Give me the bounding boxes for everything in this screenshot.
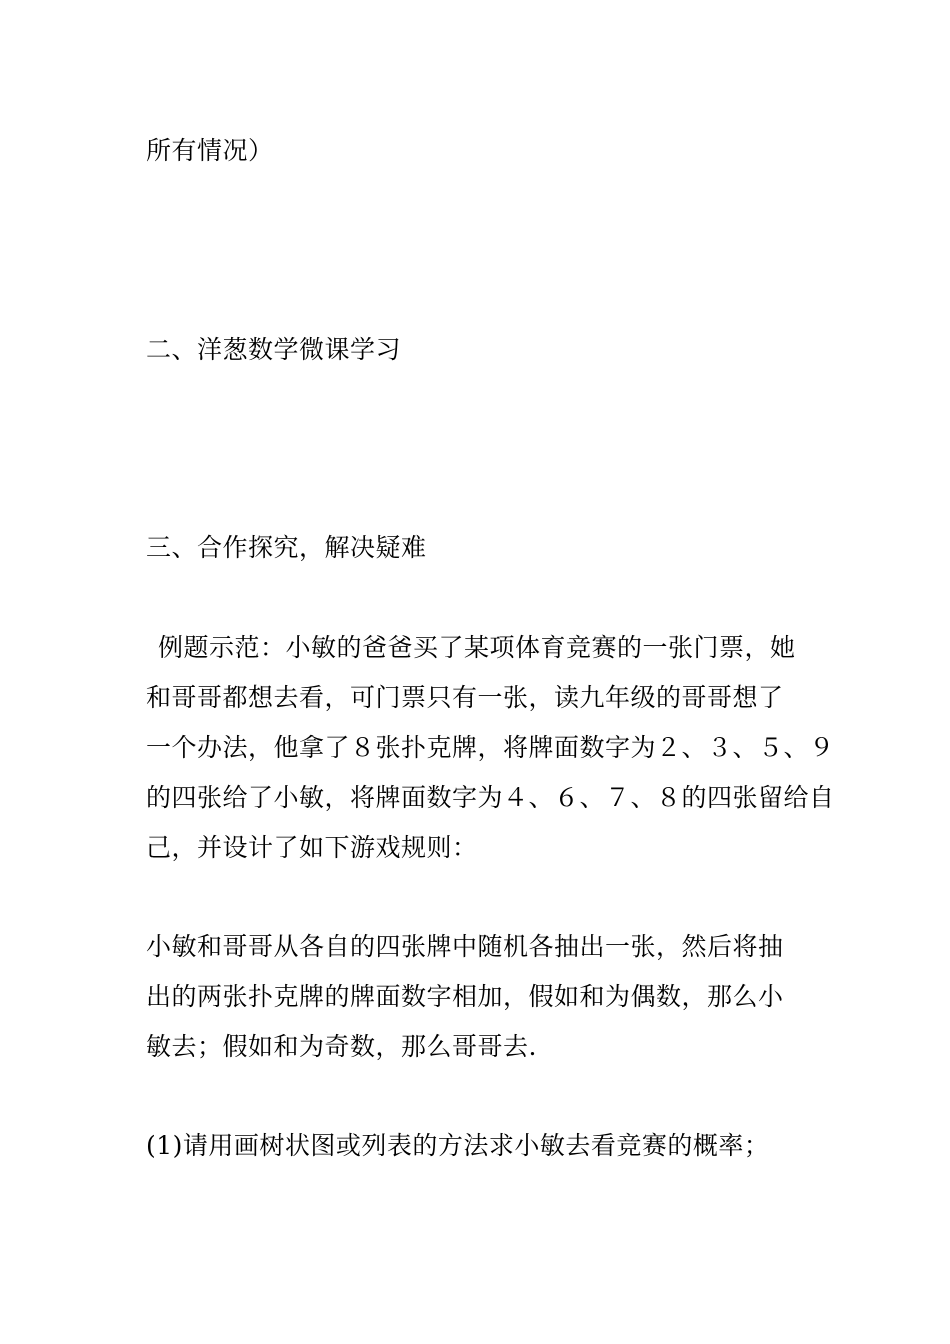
example-line-2: 和哥哥都想去看，可门票只有一张，读九年级的哥哥想了 — [146, 683, 784, 712]
continuation-text: 所有情况） — [146, 136, 274, 165]
section-heading-3: 三、合作探究，解决疑难 — [146, 533, 427, 562]
rule-line-2: 出的两张扑克牌的牌面数字相加，假如和为偶数，那么小 — [146, 982, 784, 1011]
example-line-1: 例题示范：小敏的爸爸买了某项体育竞赛的一张门票，她 — [158, 633, 796, 662]
example-line-5: 己，并设计了如下游戏规则： — [146, 833, 478, 862]
rule-line-1: 小敏和哥哥从各自的四张牌中随机各抽出一张，然后将抽 — [146, 932, 784, 961]
section-heading-2: 二、洋葱数学微课学习 — [146, 335, 402, 364]
example-line-3: 一个办法，他拿了８张扑克牌，将牌面数字为２、３、５、９ — [146, 733, 835, 762]
example-line-4: 的四张给了小敏，将牌面数字为４、６、７、８的四张留给自 — [146, 783, 835, 812]
question-1: (1)请用画树状图或列表的方法求小敏去看竞赛的概率； — [146, 1131, 770, 1160]
rule-line-3: 敏去；假如和为奇数，那么哥哥去. — [146, 1032, 537, 1061]
